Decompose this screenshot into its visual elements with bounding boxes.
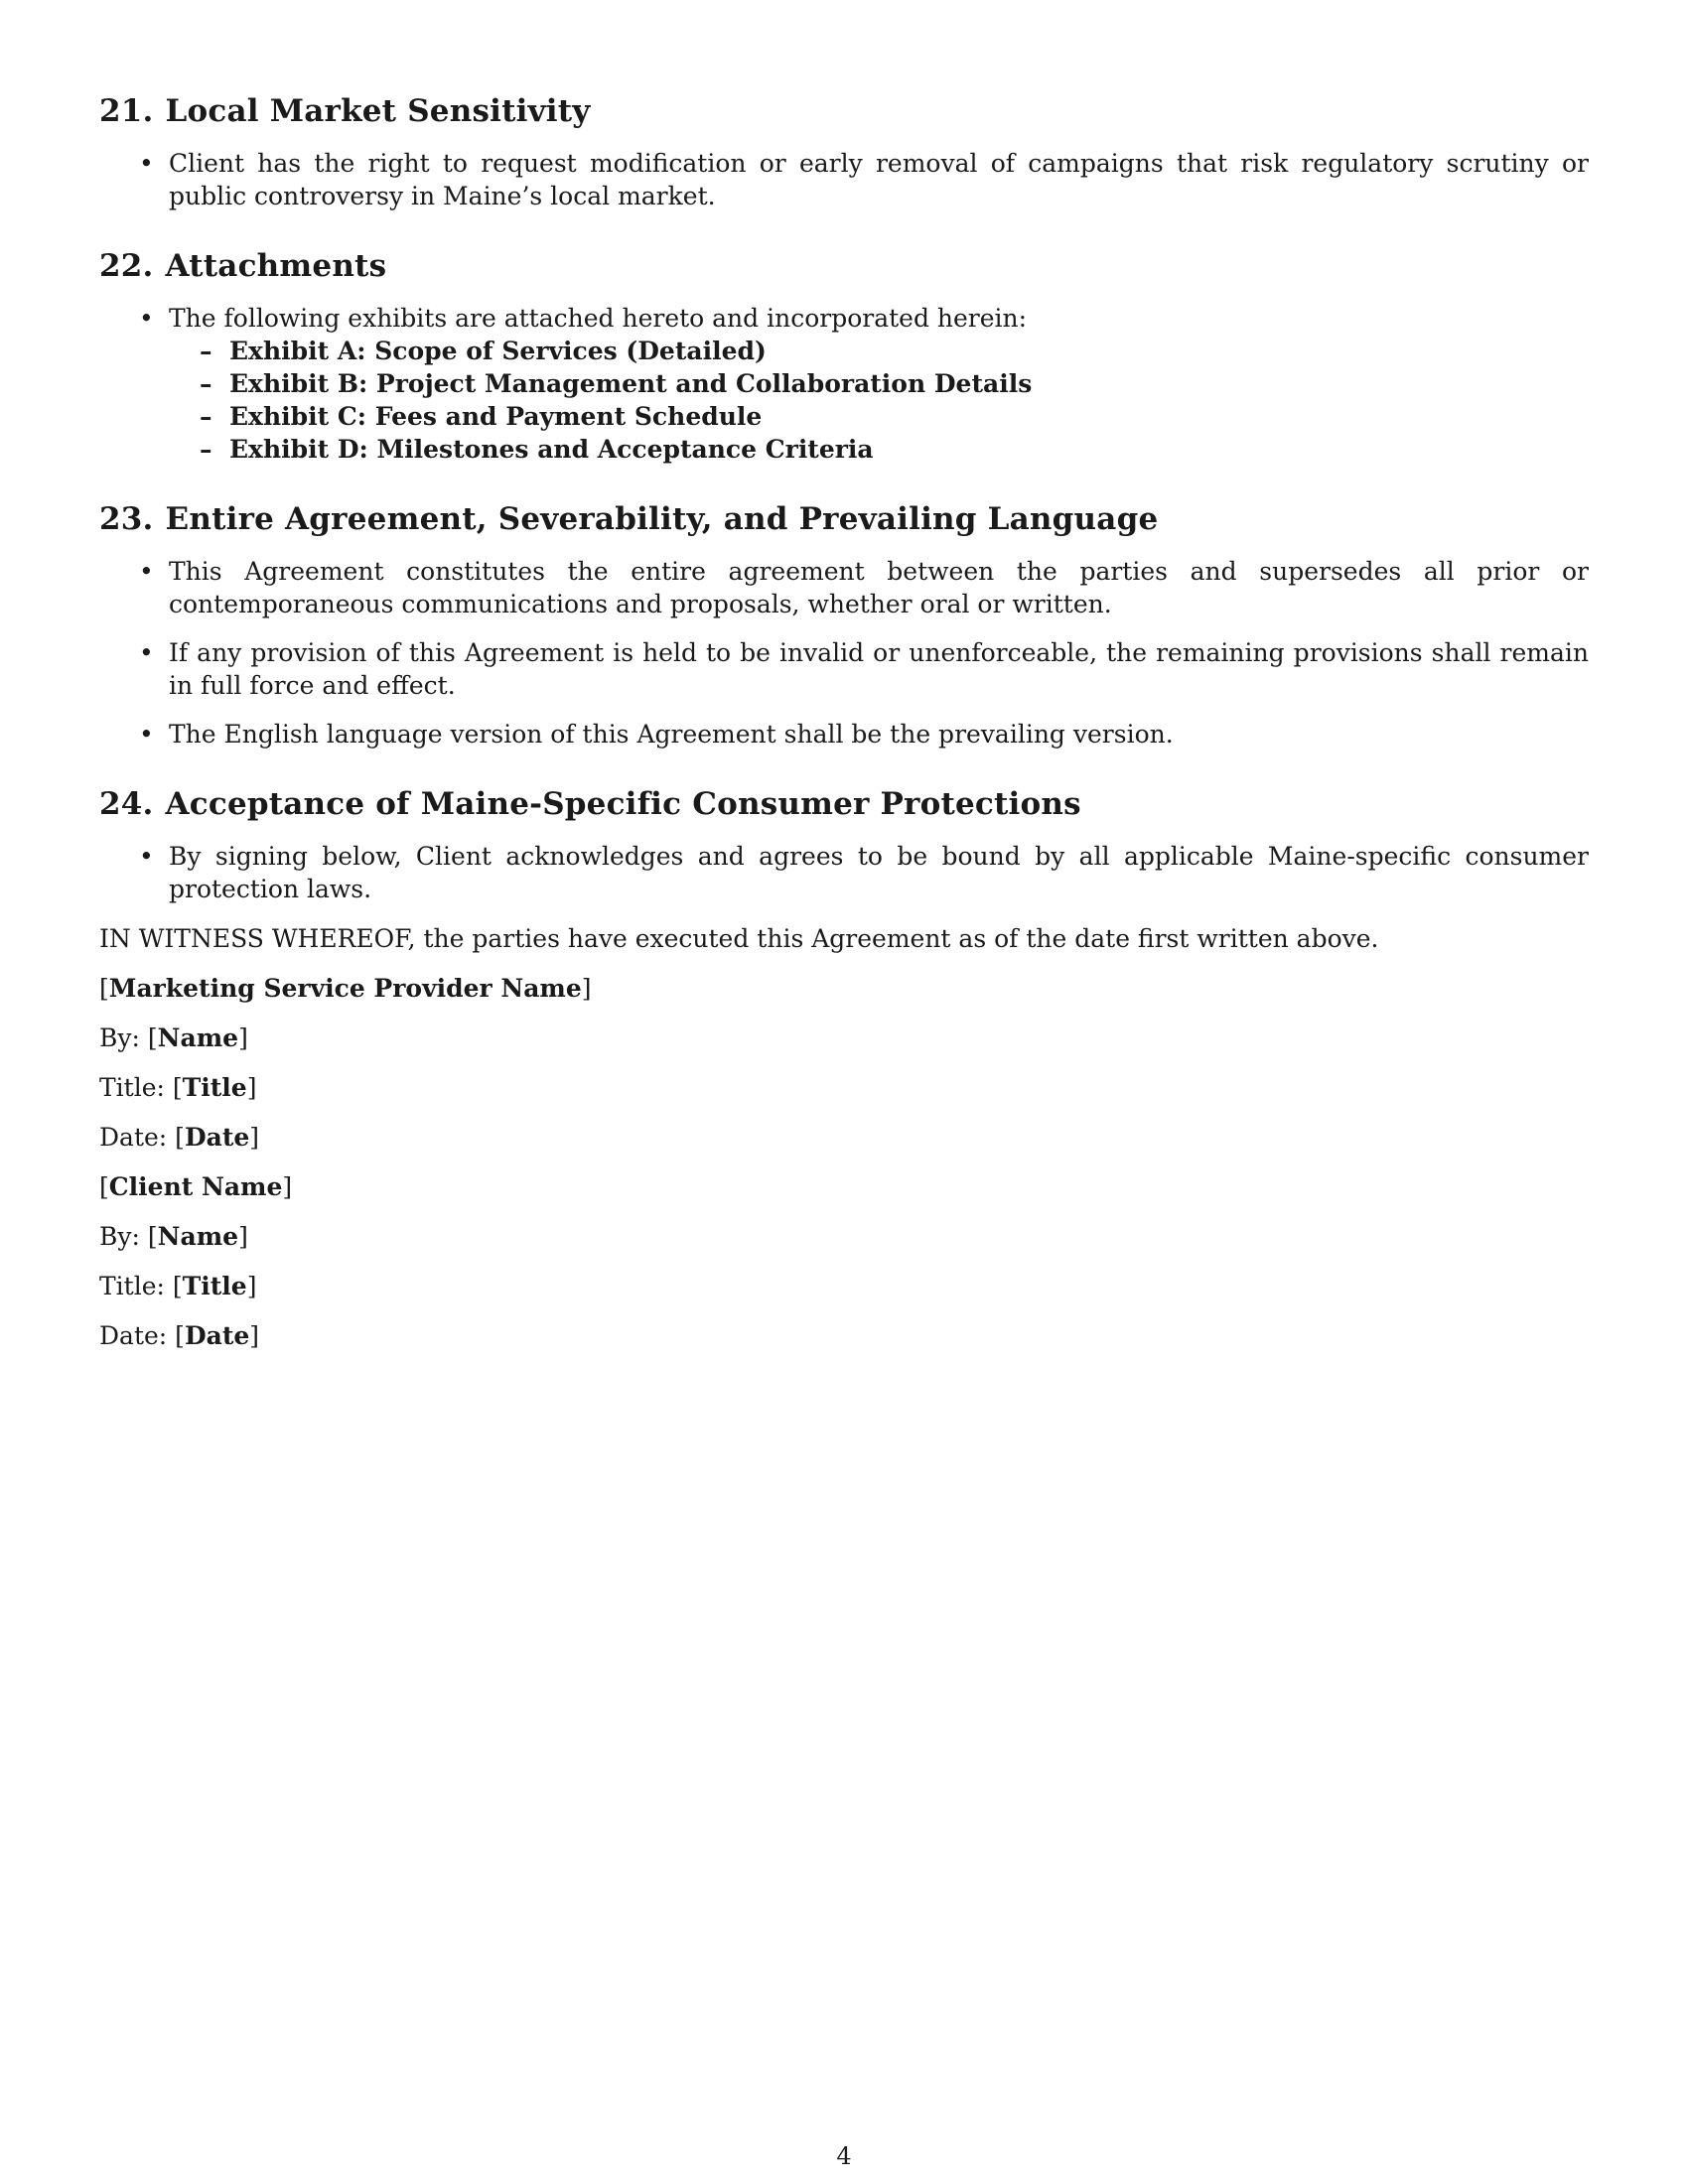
bullet-list <box>99 147 1589 212</box>
bullet-item: • Client has the right to request modification or early removal of campaigns that risk regulatory scrutiny or public controversy in Maine’s local market. <box>99 147 1589 212</box>
exhibit-item: – Exhibit C: Fees and Payment Schedule <box>169 400 1589 433</box>
page-number: 4 <box>836 2142 852 2170</box>
signature-date-line: Date: [Date] <box>99 1123 260 1152</box>
section-heading: 24. Acceptance of Maine-Specific Consumer Protections <box>99 786 1081 822</box>
signature-by-line: By: [Name] <box>99 1024 248 1052</box>
attachments-intro: The following exhibits are attached hereto and incorporated herein: <box>169 304 1028 333</box>
section-heading: 23. Entire Agreement, Severability, and Prevailing Language <box>99 501 1159 537</box>
bullet-item: • The English language version of this Agreement shall be the prevailing version. <box>99 718 1589 751</box>
section-23 <box>99 499 1589 751</box>
party-name: [Client Name] <box>99 1172 293 1201</box>
signature-date-line: Date: [Date] <box>99 1321 260 1350</box>
section-heading: 21. Local Market Sensitivity <box>99 93 591 129</box>
section-heading: 22. Attachments <box>99 248 387 284</box>
bullet-item <box>99 302 1589 466</box>
signature-by-line: By: [Name] <box>99 1222 248 1251</box>
exhibit-item: – Exhibit D: Milestones and Acceptance Criteria <box>169 433 1589 466</box>
witness-statement: IN WITNESS WHEREOF, the parties have executed this Agreement as of the date first written above. <box>99 924 1379 953</box>
signature-block-client <box>99 1170 1589 1352</box>
document-page <box>99 91 1589 1369</box>
bullet-list <box>99 840 1589 905</box>
exhibit-item: – Exhibit A: Scope of Services (Detailed) <box>169 335 1589 367</box>
bullet-list <box>99 302 1589 466</box>
exhibit-item: – Exhibit B: Project Management and Collaboration Details <box>169 367 1589 400</box>
bullet-item: • By signing below, Client acknowledges and agrees to be bound by all applicable Maine-specific consumer protection laws. <box>99 840 1589 905</box>
signature-block-provider <box>99 972 1589 1154</box>
bullet-list <box>99 555 1589 751</box>
party-name: [Marketing Service Provider Name] <box>99 974 592 1003</box>
bullet-item: • This Agreement constitutes the entire agreement between the parties and supersedes all prior or contemporaneous communications and proposals, whether oral or written. <box>99 555 1589 620</box>
section-24 <box>99 784 1589 905</box>
signature-title-line: Title: [Title] <box>99 1272 257 1300</box>
bullet-item: • If any provision of this Agreement is held to be invalid or unenforceable, the remaining provisions shall remain in full force and effect. <box>99 636 1589 702</box>
signature-title-line: Title: [Title] <box>99 1073 257 1102</box>
section-22 <box>99 246 1589 466</box>
exhibit-list <box>169 335 1589 466</box>
section-21 <box>99 91 1589 212</box>
